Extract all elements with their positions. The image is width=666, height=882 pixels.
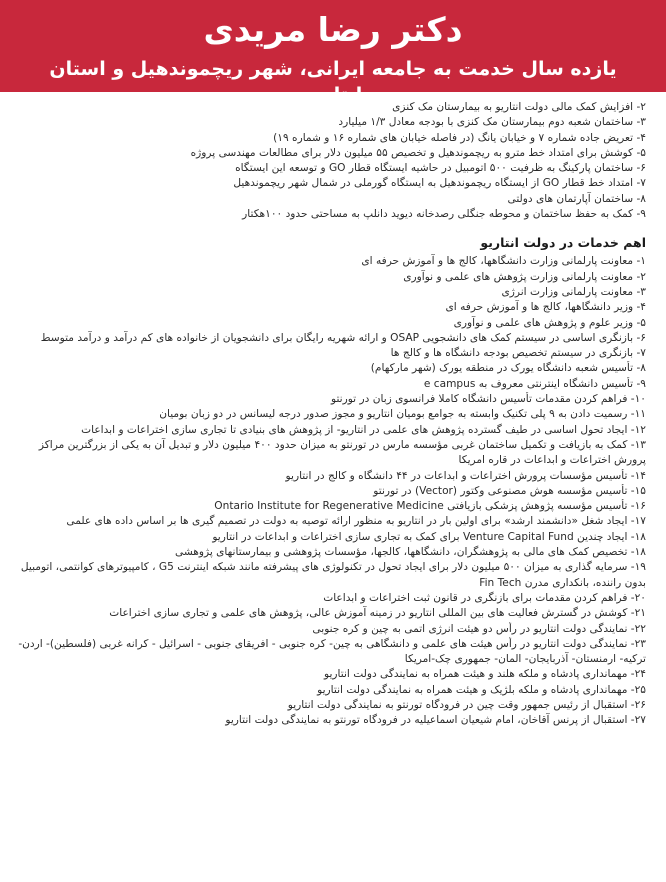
list-item: ۷- بازنگری در سیستم تخصیص بودجه دانشگاه ها و کالج ها <box>390 347 646 360</box>
list-item: ۶- ساختمان پارکینگ به ظرفیت ۵۰۰ اتومبیل در حاشیه ایستگاه قطار GO و توسعه این ایستگاه <box>235 162 646 175</box>
list-item: ۳- ساختمان شعبه دوم بیمارستان مک کنزی با بودجه معادل ۱/۳ میلیارد <box>338 116 646 129</box>
list-item: ۱۱- رسمیت دادن به ۹ پلی تکنیک وابسته به جوامع بومیان انتاریو و مجوز صدور درجه لیسانس در دو زبان بومیان <box>159 408 646 421</box>
list-item: ۵- کوشش برای امتداد خط مترو به ریچموندهیل و تخصیص ۵۵ میلیون دلار برای مطالعات مهندسی پروژه <box>190 146 646 159</box>
list-item: ۵- وزیر علوم و پژوهش های علمی و نوآوری <box>453 316 646 329</box>
list-item: ۲۳- نمایندگی دولت انتاریو در رأس هیئت های علمی و دانشگاهی به چین- کره جنوبی - افریقای جنوبی - اسرائیل - کرانه غربی (فلسطین)- اردن- ترکیه- ارمنستان- آذربایجان- المان- جمهوری چک-امریکا <box>18 637 646 666</box>
list-item: ۲۰- فراهم کردن مقدمات برای بازنگری در قانون ثبت اختراعات و ابداعات <box>323 591 646 604</box>
document-body <box>18 100 646 729</box>
list-item: ۲- معاونت پارلمانی وزارت پژوهش های علمی و نوآوری <box>403 270 646 283</box>
list-item: ۲۶- استقبال از رئیس جمهور وقت چین در فرودگاه تورنتو به نمایندگی دولت انتاریو <box>287 698 646 711</box>
page-title: دکتر رضا مریدی <box>203 10 463 49</box>
list-item: ۸- تأسیس شعبه دانشگاه یورک در منطقه یورک (شهر مارکهام) <box>370 362 646 375</box>
header-banner <box>0 0 666 106</box>
list-item: ۲۵- مهمانداری پادشاه و ملکه بلژیک و هیئت همراه به نمایندگی دولت انتاریو <box>317 683 646 696</box>
section-heading: اهم خدمات در دولت انتاریو <box>480 235 646 251</box>
list-item: ۴- وزیر دانشگاهها، کالج ها و آموزش حرفه ای <box>445 301 646 314</box>
list-item: ۱۸- تخصیص کمک های مالی به پژوهشگران، دانشگاهها، کالجها، مؤسسات پژوهشی و بیمارستانهای پژوهشی <box>175 546 646 559</box>
list-item: ۱۷- ایجاد شغل «دانشمند ارشد» برای اولین بار در انتاریو به منظور ارائه توصیه به دولت در تصمیم گیری ها بر اساس داده های علمی <box>66 515 646 528</box>
list-item: ۹- تأسیس دانشگاه اینترنتی معروف به e campus <box>423 377 646 390</box>
list-item: ۱۶- تأسیس مؤسسه پژوهش پزشکی بازیافتی Ontario Institute for Regenerative Medicine <box>214 500 646 513</box>
list-item: ۹- کمک به حفظ ساختمان و محوطه جنگلی رصدخانه دیوید دانلپ به مساحتی حدود ۱۰۰هکتار <box>242 208 646 221</box>
city-services-list <box>18 100 646 222</box>
list-item: ۱۴- تأسیس مؤسسات پرورش اختراعات و ابداعات در ۴۴ دانشگاه و کالج در انتاریو <box>285 469 646 482</box>
list-item: ۲۷- استقبال از پرنس آقاخان، امام شیعیان اسماعیلیه در فرودگاه تورنتو به نمایندگی دولت انتاریو <box>225 714 646 727</box>
list-item: ۱۸- ایجاد چندین Venture Capital Fund برای کمک به تجاری سازی اختراعات و ابداعات در انتاریو <box>212 530 646 543</box>
list-item: ۷- امتداد خط قطار GO از ایستگاه ریچموندهیل به ایستگاه گورملی در شمال شهر ریچموندهیل <box>233 177 646 190</box>
list-item: ۴- تعریض جاده شماره ۷ و خیابان یانگ (در فاصله خیابان های شماره ۱۶ و شماره ۱۹) <box>273 131 646 144</box>
list-item: ۱۲- ایجاد تحول اساسی در طیف گسترده پژوهش های علمی در انتاریو- از پژوهش های بنیادی تا تجاری سازی اختراعات و ابداعات <box>81 423 646 436</box>
list-item: ۱۰- فراهم کردن مقدمات تأسیس دانشگاه کاملا فرانسوی زبان در تورنتو <box>330 393 646 406</box>
page-subtitle: یازده سال خدمت به جامعه ایرانی، شهر ریچموندهیل و استان انتاریو <box>49 58 617 106</box>
province-services-list <box>18 254 646 728</box>
list-item: ۱۵- تأسیس مؤسسه هوش مصنوعی وکتور (Vector) در تورنتو <box>373 484 646 497</box>
list-item: ۲۴- مهمانداری پادشاه و ملکه هلند و هیئت همراه به نمایندگی دولت انتاریو <box>324 668 646 681</box>
list-item: ۱۹- سرمایه گذاری به میزان ۵۰۰ میلیون دلار برای ایجاد تحول در تکنولوژی های پیشرفته مانند شبکه اینترنت G5 ، کامپیوترهای کوانتمی، اتومبیل بدون راننده، بانکداری مدرن Fin Tech <box>20 561 646 589</box>
list-item: ۲۲- نمایندگی دولت انتاریو در رأس دو هیئت انرژی اتمی به چین و کره جنوبی <box>312 622 646 635</box>
list-item: ۲- افزایش کمک مالی دولت انتاریو به بیمارستان مک کنزی <box>392 101 646 113</box>
list-item: ۳- معاونت پارلمانی وزارت انرژی <box>501 285 646 298</box>
list-item: ۱- معاونت پارلمانی وزارت دانشگاهها، کالج ها و آموزش حرفه ای <box>361 255 646 268</box>
list-item: ۸- ساختمان آپارتمان های دولتی <box>507 192 646 205</box>
list-item: ۱۳- کمک به بازیافت و تکمیل ساختمان غربی مؤسسه مارس در تورنتو به میزان حدود ۴۰۰ میلیون دلار و تبدیل آن به یکی از بزرگترین مراکز پرورش اختراعات و ابداعات در قاره امریکا <box>38 438 646 467</box>
list-item: ۲۱- کوشش در گسترش فعالیت های بین المللی انتاریو در زمینه آموزش عالی، پژوهش های علمی و تجاری سازی اختراعات <box>109 607 646 620</box>
list-item: ۶- بازنگری اساسی در سیستم کمک های دانشجویی OSAP و ارائه شهریه رایگان برای دانشجویان از خانواده های کم درآمد و درآمد متوسط <box>40 331 646 344</box>
